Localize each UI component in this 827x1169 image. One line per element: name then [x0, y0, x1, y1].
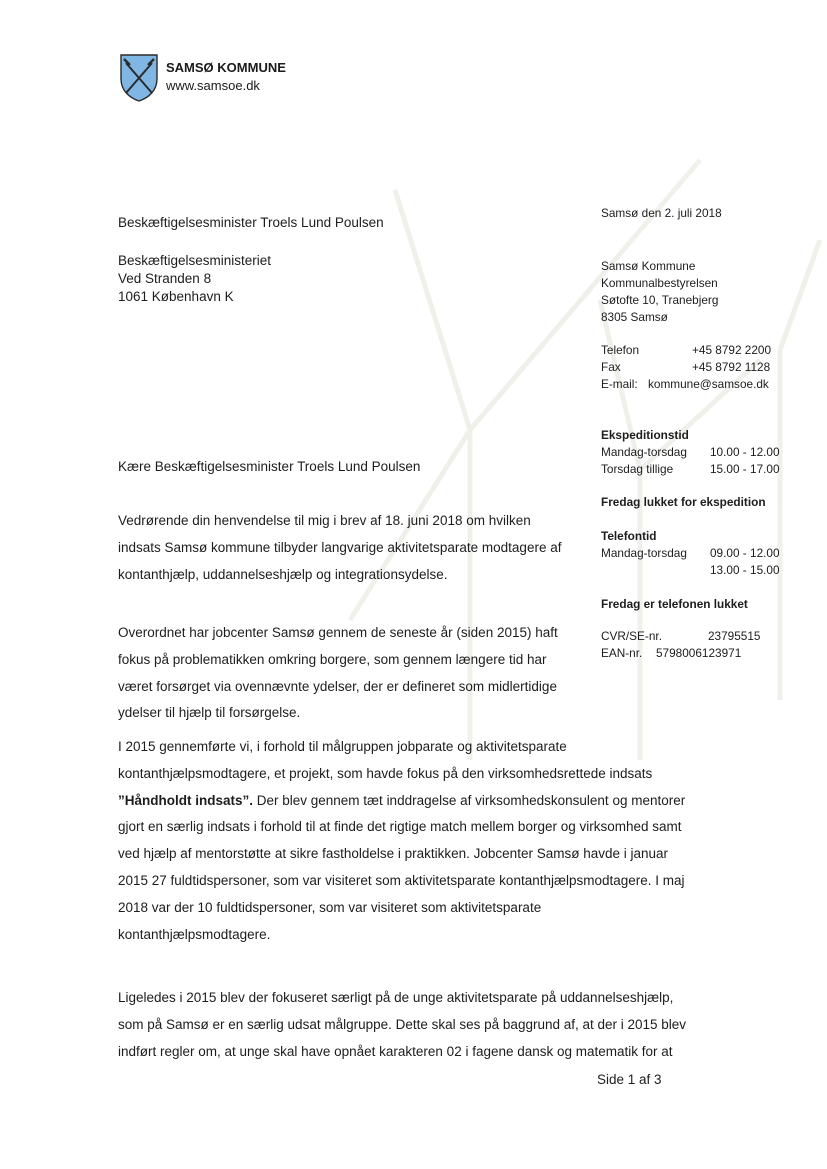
cvr-label: CVR/SE-nr. [601, 629, 662, 643]
office-hours-heading: Ekspeditionstid [601, 428, 689, 442]
cvr-value: 23795515 [708, 629, 761, 643]
text-line: kontanthjælp, uddannelseshjælp og integrationsydelse. [118, 566, 448, 582]
recipient-name: Beskæftigelsesminister Troels Lund Poulsen [118, 215, 384, 230]
recipient-org: Beskæftigelsesministeriet [118, 253, 272, 268]
fax-value: +45 8792 1128 [692, 360, 771, 374]
text-line: kontanthjælpsmodtagere. [118, 926, 271, 942]
friday-phone-note: Fredag er telefonen lukket [601, 597, 748, 611]
recipient-city: 1061 København K [118, 289, 234, 304]
phone-label: Telefon [601, 343, 640, 357]
paragraph-1 [118, 508, 598, 588]
text-line: Vedrørende din henvendelse til mig i brev af 18. juni 2018 om hvilken [118, 513, 531, 528]
text-line: som på Samsø er en særlig udsat målgruppe. Dette skal ses på baggrund af, at der i 2015 blev [118, 1016, 687, 1032]
sender-line: Kommunalbestyrelsen [601, 276, 718, 290]
paragraph-4 [118, 985, 728, 1065]
sender-line: Samsø Kommune [601, 259, 696, 273]
page-number: Side 1 af 3 [597, 1072, 662, 1087]
paragraph-2 [118, 620, 598, 727]
phone-hours-block [601, 528, 791, 579]
bold-phrase: ”Håndholdt indsats”. [118, 792, 253, 808]
text-line: kontanthjælpsmodtagere, et projekt, som havde fokus på den virksomhedsrettede indsats [118, 765, 653, 781]
sender-line: Søtofte 10, Tranebjerg [601, 293, 719, 307]
text-line: 2015 27 fuldtidspersoner, som var visiteret som aktivitetsparate kontanthjælpsmodtagere. I maj [118, 872, 685, 888]
municipality-shield-logo [118, 53, 160, 103]
email-label: E-mail: [601, 377, 638, 391]
text-line: 2018 var der 10 fuldtidspersoner, som var visiteret som aktivitetsparate [118, 899, 542, 915]
office-hours-day: Mandag-torsdag [601, 445, 687, 459]
text-span: Der blev gennem tæt inddragelse af virksomhedskonsulent og mentorer [253, 792, 686, 808]
office-hours-block [601, 427, 791, 478]
text-line [118, 788, 728, 815]
text-line: Overordnet har jobcenter Samsø gennem de seneste år (siden 2015) haft [118, 625, 558, 640]
greeting: Kære Beskæftigelsesminister Troels Lund Poulsen [118, 459, 421, 474]
text-line: indsats Samsø kommune tilbyder langvarige aktivitetsparate modtagere af [118, 539, 562, 555]
contact-block [601, 342, 781, 393]
text-line: gjort en særlig indsats i forhold til at finde det rigtige match mellem borger og virksomhed samt [118, 819, 682, 835]
paragraph-3 [118, 734, 728, 948]
sender-line: 8305 Samsø [601, 310, 668, 324]
letter-date: Samsø den 2. juli 2018 [601, 206, 722, 220]
phone-value: +45 8792 2200 [692, 343, 772, 357]
org-name: SAMSØ KOMMUNE [166, 60, 286, 75]
office-hours-time: 15.00 - 17.00 [710, 462, 780, 476]
text-line: indført regler om, at unge skal have opnået karakteren 02 i fagene dansk og matematik for at [118, 1043, 673, 1059]
text-line: ved hjælp af mentorstøtte at sikre fastholdelse i praktikken. Jobcenter Samsø havde i januar [118, 846, 669, 862]
recipient-address [118, 252, 271, 306]
text-line: I 2015 gennemførte vi, i forhold til målgruppen jobparate og aktivitetsparate [118, 739, 567, 754]
friday-office-note: Fredag lukket for ekspedition [601, 495, 766, 509]
ean-label: EAN-nr. [601, 646, 643, 660]
phone-hours-time: 09.00 - 12.00 [710, 546, 780, 560]
phone-hours-heading: Telefontid [601, 529, 657, 543]
org-website[interactable]: www.samsoe.dk [166, 78, 260, 93]
text-line: fokus på problematikken omkring borgere, som gennem længere tid har [118, 651, 547, 667]
text-line: været forsørget via ovennævnte ydelser, der er defineret som midlertidige [118, 678, 557, 694]
recipient-street: Ved Stranden 8 [118, 271, 212, 286]
text-line: ydelser til hjælp til forsørgelse. [118, 705, 301, 721]
phone-hours-time: 13.00 - 15.00 [710, 563, 780, 577]
office-hours-time: 10.00 - 12.00 [710, 445, 780, 459]
email-value[interactable]: kommune@samsoe.dk [648, 377, 769, 391]
phone-hours-day: Mandag-torsdag [601, 546, 687, 560]
fax-label: Fax [601, 360, 621, 374]
text-line: Ligeledes i 2015 blev der fokuseret særligt på de unge aktivitetsparate på uddannelseshjælp, [118, 990, 674, 1005]
sender-address [601, 258, 718, 326]
office-hours-day: Torsdag tillige [601, 462, 674, 476]
ean-value: 5798006123971 [656, 646, 742, 660]
registration-block [601, 628, 791, 662]
